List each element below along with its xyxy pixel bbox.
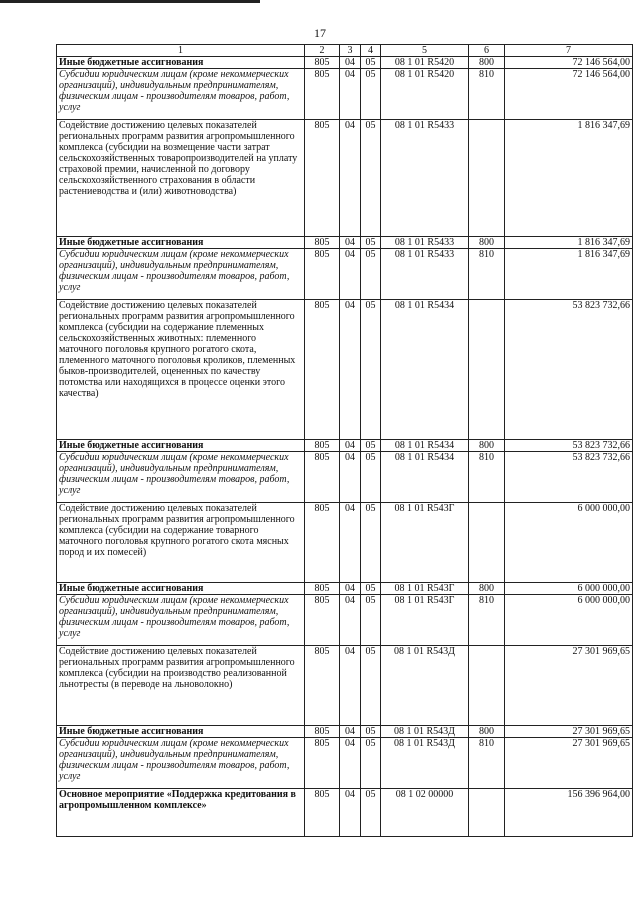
admin-code: 805 (305, 452, 340, 503)
target-article-code: 08 1 01 R543Д (381, 726, 469, 738)
row-name: Содействие достижению целевых показателей региональных программ развития агропромышленного комплекса (субсидии на содержание племенных сельскохозяйственных животных: племенного маточного поголовья крупного рогатого скота, племенного маточного поголовья кроликов, племенных быков-производителей, оцененных по качеству потомства или находящихся в процессе оценки этого качества) (57, 300, 305, 440)
subsection-code: 05 (361, 738, 381, 789)
amount: 1 816 347,69 (505, 237, 633, 249)
expense-type-code: 800 (469, 57, 505, 69)
subsection-code: 05 (361, 440, 381, 452)
section-code: 04 (340, 595, 361, 646)
row-name: Содействие достижению целевых показателей региональных программ развития агропромышленного комплекса (субсидии на содержание товарного маточного поголовья крупного рогатого скота мясных пород и их помесей) (57, 503, 305, 583)
target-article-code: 08 1 01 R543Г (381, 583, 469, 595)
header-row (57, 45, 633, 57)
admin-code: 805 (305, 249, 340, 300)
row-name: Субсидии юридическим лицам (кроме некоммерческих организаций), индивидуальным предпринимателям, физическим лицам - производителям товаров, работ, услуг (57, 249, 305, 300)
subsection-code: 05 (361, 646, 381, 726)
table-body (57, 57, 633, 837)
amount: 1 816 347,69 (505, 120, 633, 237)
row-name: Субсидии юридическим лицам (кроме некоммерческих организаций), индивидуальным предпринимателям, физическим лицам - производителям товаров, работ, услуг (57, 452, 305, 503)
admin-code: 805 (305, 738, 340, 789)
table-row (57, 726, 633, 738)
col-header-7: 7 (505, 45, 633, 57)
admin-code: 805 (305, 120, 340, 237)
amount: 1 816 347,69 (505, 249, 633, 300)
subsection-code: 05 (361, 503, 381, 583)
expense-type-code: 810 (469, 69, 505, 120)
table-row (57, 503, 633, 583)
admin-code: 805 (305, 440, 340, 452)
subsection-code: 05 (361, 789, 381, 837)
expense-type-code (469, 120, 505, 237)
table-row (57, 440, 633, 452)
section-code: 04 (340, 503, 361, 583)
row-name: Субсидии юридическим лицам (кроме некоммерческих организаций), индивидуальным предпринимателям, физическим лицам - производителям товаров, работ, услуг (57, 738, 305, 789)
admin-code: 805 (305, 789, 340, 837)
row-name: Субсидии юридическим лицам (кроме некоммерческих организаций), индивидуальным предпринимателям, физическим лицам - производителям товаров, работ, услуг (57, 595, 305, 646)
amount: 53 823 732,66 (505, 440, 633, 452)
subsection-code: 05 (361, 237, 381, 249)
expense-type-code (469, 789, 505, 837)
section-code: 04 (340, 57, 361, 69)
expense-type-code: 810 (469, 249, 505, 300)
col-header-6: 6 (469, 45, 505, 57)
target-article-code: 08 1 01 R5434 (381, 440, 469, 452)
table-row (57, 120, 633, 237)
expense-type-code: 810 (469, 595, 505, 646)
section-code: 04 (340, 237, 361, 249)
expense-type-code: 800 (469, 440, 505, 452)
admin-code: 805 (305, 237, 340, 249)
row-name: Иные бюджетные ассигнования (57, 440, 305, 452)
expense-type-code: 810 (469, 452, 505, 503)
expense-type-code: 800 (469, 726, 505, 738)
expense-type-code: 810 (469, 738, 505, 789)
section-code: 04 (340, 789, 361, 837)
subsection-code: 05 (361, 120, 381, 237)
subsection-code: 05 (361, 726, 381, 738)
target-article-code: 08 1 01 R5420 (381, 57, 469, 69)
subsection-code: 05 (361, 69, 381, 120)
section-code: 04 (340, 738, 361, 789)
amount: 53 823 732,66 (505, 452, 633, 503)
target-article-code: 08 1 01 R5434 (381, 300, 469, 440)
table-row (57, 738, 633, 789)
target-article-code: 08 1 01 R5434 (381, 452, 469, 503)
target-article-code: 08 1 01 R5433 (381, 120, 469, 237)
col-header-3: 3 (340, 45, 361, 57)
row-name: Иные бюджетные ассигнования (57, 57, 305, 69)
subsection-code: 05 (361, 583, 381, 595)
target-article-code: 08 1 01 R5420 (381, 69, 469, 120)
subsection-code: 05 (361, 249, 381, 300)
section-code: 04 (340, 452, 361, 503)
subsection-code: 05 (361, 57, 381, 69)
row-name: Основное мероприятие «Поддержка кредитования в агропромышленном комплексе» (57, 789, 305, 837)
subsection-code: 05 (361, 300, 381, 440)
table-row (57, 57, 633, 69)
target-article-code: 08 1 01 R543Г (381, 595, 469, 646)
admin-code: 805 (305, 726, 340, 738)
col-header-2: 2 (305, 45, 340, 57)
row-name: Иные бюджетные ассигнования (57, 237, 305, 249)
subsection-code: 05 (361, 595, 381, 646)
section-code: 04 (340, 120, 361, 237)
admin-code: 805 (305, 583, 340, 595)
col-header-1: 1 (57, 45, 305, 57)
admin-code: 805 (305, 503, 340, 583)
section-code: 04 (340, 300, 361, 440)
col-header-4: 4 (361, 45, 381, 57)
amount: 27 301 969,65 (505, 646, 633, 726)
target-article-code: 08 1 01 R543Д (381, 738, 469, 789)
scan-edge-mark (0, 0, 260, 3)
budget-table (56, 44, 633, 837)
section-code: 04 (340, 249, 361, 300)
section-code: 04 (340, 583, 361, 595)
row-name: Иные бюджетные ассигнования (57, 726, 305, 738)
admin-code: 805 (305, 646, 340, 726)
expense-type-code (469, 646, 505, 726)
target-article-code: 08 1 01 R5433 (381, 237, 469, 249)
table-row (57, 646, 633, 726)
amount: 6 000 000,00 (505, 595, 633, 646)
amount: 72 146 564,00 (505, 57, 633, 69)
section-code: 04 (340, 69, 361, 120)
admin-code: 805 (305, 595, 340, 646)
amount: 27 301 969,65 (505, 726, 633, 738)
section-code: 04 (340, 726, 361, 738)
amount: 6 000 000,00 (505, 583, 633, 595)
expense-type-code: 800 (469, 237, 505, 249)
table-row (57, 789, 633, 837)
table-row (57, 300, 633, 440)
table-row (57, 595, 633, 646)
row-name: Содействие достижению целевых показателей региональных программ развития агропромышленного комплекса (субсидии на возмещение части затрат сельскохозяйственных товаропроизводителей на уплату страховой премии, начисленной по договору сельскохозяйственного страхования в области растениеводства и (или) животноводства) (57, 120, 305, 237)
table-row (57, 583, 633, 595)
row-name: Содействие достижению целевых показателей региональных программ развития агропромышленного комплекса (субсидии на производство реализованной льнотресты (в переводе на льноволокно) (57, 646, 305, 726)
section-code: 04 (340, 646, 361, 726)
amount: 27 301 969,65 (505, 738, 633, 789)
expense-type-code: 800 (469, 583, 505, 595)
admin-code: 805 (305, 300, 340, 440)
target-article-code: 08 1 01 R543Г (381, 503, 469, 583)
page-number: 17 (314, 26, 326, 40)
target-article-code: 08 1 01 R543Д (381, 646, 469, 726)
row-name: Иные бюджетные ассигнования (57, 583, 305, 595)
amount: 156 396 964,00 (505, 789, 633, 837)
table-row (57, 237, 633, 249)
table-row (57, 69, 633, 120)
target-article-code: 08 1 02 00000 (381, 789, 469, 837)
admin-code: 805 (305, 69, 340, 120)
expense-type-code (469, 300, 505, 440)
table-row (57, 452, 633, 503)
amount: 72 146 564,00 (505, 69, 633, 120)
row-name: Субсидии юридическим лицам (кроме некоммерческих организаций), индивидуальным предпринимателям, физическим лицам - производителям товаров, работ, услуг (57, 69, 305, 120)
amount: 6 000 000,00 (505, 503, 633, 583)
col-header-5: 5 (381, 45, 469, 57)
target-article-code: 08 1 01 R5433 (381, 249, 469, 300)
amount: 53 823 732,66 (505, 300, 633, 440)
section-code: 04 (340, 440, 361, 452)
table-row (57, 249, 633, 300)
subsection-code: 05 (361, 452, 381, 503)
admin-code: 805 (305, 57, 340, 69)
expense-type-code (469, 503, 505, 583)
